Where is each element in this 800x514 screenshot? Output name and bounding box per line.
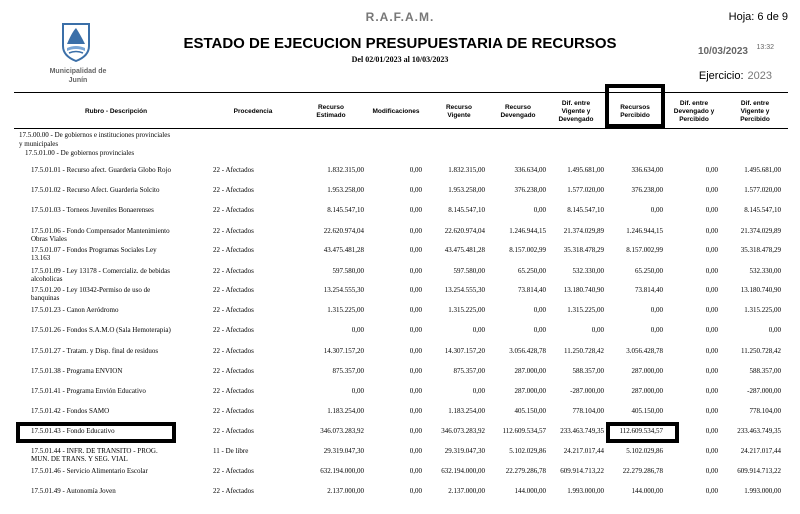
cell-dif-vig-dev: 35.318.478,29 bbox=[563, 246, 604, 254]
rubro-line: 17.5.01.09 - Ley 13178 - Comercializ. de bebidas bbox=[31, 267, 170, 275]
cell-dif-vig-per: 588.357,00 bbox=[749, 367, 781, 375]
rubro-line: 17.5.01.06 - Fondo Compensador Mantenimiento bbox=[31, 227, 170, 235]
cell-procedencia: 22 - Afectados bbox=[213, 286, 254, 294]
cell-devengado: 22.279.286,78 bbox=[505, 467, 546, 475]
cell-estimado: 13.254.555,30 bbox=[323, 286, 364, 294]
cell-dif-vig-per: 1.993.000,00 bbox=[744, 487, 781, 495]
cell-dif-vig-dev: 1.577.020,00 bbox=[567, 186, 604, 194]
cell-procedencia: 22 - Afectados bbox=[213, 387, 254, 395]
table-row bbox=[0, 487, 800, 507]
cell-percibido: 0,00 bbox=[650, 206, 663, 214]
cell-percibido: 73.814,40 bbox=[635, 286, 663, 294]
cell-estimado: 29.319.047,30 bbox=[323, 447, 364, 455]
cell-procedencia: 22 - Afectados bbox=[213, 166, 254, 174]
report-time: 13:32 bbox=[756, 44, 774, 51]
cell-devengado: 405.150,00 bbox=[514, 407, 546, 415]
cell-rubro bbox=[31, 227, 211, 243]
cell-procedencia: 22 - Afectados bbox=[213, 367, 254, 375]
cell-dif-vig-dev: 11.250.728,42 bbox=[564, 347, 604, 355]
cell-modificaciones: 0,00 bbox=[409, 387, 422, 395]
cell-rubro bbox=[31, 186, 211, 194]
rubro-line: MUN. DE TRANS. Y SEG. VIAL bbox=[31, 455, 128, 463]
cell-percibido: 8.157.002,99 bbox=[626, 246, 663, 254]
cell-vigente: 346.073.283,92 bbox=[441, 427, 485, 435]
cell-procedencia: 22 - Afectados bbox=[213, 206, 254, 214]
cell-dif-dev-per: 0,00 bbox=[705, 407, 718, 415]
cell-devengado: 336.634,00 bbox=[514, 166, 546, 174]
cell-dif-vig-dev: 21.374.029,89 bbox=[563, 227, 604, 235]
group-heading: 17.5.00.00 - De gobiernos e instituciones provinciales bbox=[19, 131, 171, 139]
cell-dif-dev-per: 0,00 bbox=[705, 387, 718, 395]
cell-vigente: 597.580,00 bbox=[453, 267, 485, 275]
cell-modificaciones: 0,00 bbox=[409, 286, 422, 294]
cell-dif-vig-dev: 8.145.547,10 bbox=[567, 206, 604, 214]
rubro-line: 17.5.01.42 - Fondos SAMO bbox=[31, 407, 110, 415]
rubro-line: 17.5.01.44 - INFR. DE TRANSITO - PROG. bbox=[31, 447, 158, 455]
rubro-line: alcoholicas bbox=[31, 275, 63, 283]
cell-dif-vig-dev: 778.104,00 bbox=[572, 407, 604, 415]
subgroup-heading: 17.5.01.00 - De gobiernos provinciales bbox=[25, 149, 135, 157]
fiscal-year-value: 2023 bbox=[747, 70, 772, 82]
cell-dif-vig-per: 532.330,00 bbox=[749, 267, 781, 275]
cell-dif-dev-per: 0,00 bbox=[705, 447, 718, 455]
cell-percibido: 287.000,00 bbox=[631, 387, 663, 395]
col-header-vigente: Recurso Vigente bbox=[445, 104, 472, 119]
cell-dif-dev-per: 0,00 bbox=[705, 286, 718, 294]
table-row bbox=[0, 387, 800, 407]
cell-estimado: 0,00 bbox=[351, 326, 364, 334]
cell-dif-dev-per: 0,00 bbox=[705, 246, 718, 254]
rubro-line: banquinas bbox=[31, 294, 60, 302]
cell-vigente: 43.475.481,28 bbox=[444, 246, 485, 254]
cell-dif-vig-per: 13.180.740,90 bbox=[740, 286, 781, 294]
rubro-line: 17.5.01.27 - Tratam. y Disp. final de residuos bbox=[31, 347, 159, 355]
cell-modificaciones: 0,00 bbox=[409, 347, 422, 355]
cell-devengado: 112.609.534,57 bbox=[502, 427, 546, 435]
cell-dif-dev-per: 0,00 bbox=[705, 227, 718, 235]
table-row bbox=[0, 227, 800, 247]
fiscal-year-label: Ejercicio: bbox=[698, 70, 744, 82]
rubro-line: 17.5.01.46 - Servicio Alimentario Escolar bbox=[31, 467, 148, 475]
cell-percibido: 405.150,00 bbox=[631, 407, 663, 415]
cell-dif-vig-per: 1.495.681,00 bbox=[744, 166, 781, 174]
cell-dif-vig-dev: 0,00 bbox=[591, 326, 604, 334]
cell-estimado: 8.145.547,10 bbox=[327, 206, 364, 214]
cell-procedencia: 22 - Afectados bbox=[213, 186, 254, 194]
cell-vigente: 1.183.254,00 bbox=[448, 407, 485, 415]
rubro-line: 17.5.01.20 - Ley 10342-Permiso de uso de bbox=[31, 286, 151, 294]
cell-procedencia: 22 - Afectados bbox=[213, 347, 254, 355]
cell-modificaciones: 0,00 bbox=[409, 467, 422, 475]
cell-rubro bbox=[31, 407, 211, 415]
rubro-line: 17.5.01.01 - Recurso afect. Guarderia Globo Rojo bbox=[31, 166, 171, 174]
cell-percibido: 112.609.534,57 bbox=[619, 427, 663, 435]
municipality-name: Municipalidad de Junín bbox=[49, 68, 107, 84]
cell-rubro bbox=[31, 246, 211, 262]
table-row bbox=[0, 267, 800, 287]
cell-percibido: 65.250,00 bbox=[635, 267, 663, 275]
table-row bbox=[0, 186, 800, 206]
cell-procedencia: 22 - Afectados bbox=[213, 326, 254, 334]
cell-devengado: 0,00 bbox=[533, 326, 546, 334]
highlight-box-percibido-value bbox=[606, 422, 679, 443]
table-row bbox=[0, 306, 800, 326]
cell-rubro bbox=[31, 286, 211, 302]
cell-rubro bbox=[31, 467, 211, 475]
fiscal-year bbox=[699, 70, 772, 82]
cell-procedencia: 22 - Afectados bbox=[213, 467, 254, 475]
cell-dif-vig-per: 0,00 bbox=[768, 326, 781, 334]
cell-dif-vig-dev: 532.330,00 bbox=[572, 267, 604, 275]
cell-estimado: 632.194.000,00 bbox=[320, 467, 364, 475]
cell-dif-vig-dev: 1.315.225,00 bbox=[567, 306, 604, 314]
col-header-modificaciones: Modificaciones bbox=[372, 108, 420, 115]
table-row bbox=[0, 367, 800, 387]
cell-devengado: 287.000,00 bbox=[514, 367, 546, 375]
cell-devengado: 0,00 bbox=[533, 206, 546, 214]
cell-percibido: 336.634,00 bbox=[631, 166, 663, 174]
highlight-box-percibido-header bbox=[605, 84, 665, 128]
cell-estimado: 597.580,00 bbox=[332, 267, 364, 275]
cell-rubro bbox=[31, 387, 211, 395]
cell-procedencia: 22 - Afectados bbox=[213, 246, 254, 254]
rubro-line: 13.163 bbox=[31, 254, 51, 262]
cell-modificaciones: 0,00 bbox=[409, 447, 422, 455]
cell-vigente: 8.145.547,10 bbox=[448, 206, 485, 214]
cell-vigente: 29.319.047,30 bbox=[444, 447, 485, 455]
cell-estimado: 1.183.254,00 bbox=[327, 407, 364, 415]
cell-dif-vig-dev: -287.000,00 bbox=[570, 387, 604, 395]
table-row bbox=[0, 246, 800, 266]
cell-dif-dev-per: 0,00 bbox=[705, 467, 718, 475]
rubro-line: 17.5.01.38 - Programa ENVION bbox=[31, 367, 123, 375]
cell-dif-vig-dev: 24.217.017,44 bbox=[563, 447, 604, 455]
cell-rubro bbox=[31, 367, 211, 375]
col-header-devengado: Recurso Devengado bbox=[500, 104, 536, 119]
cell-dif-vig-per: -287.000,00 bbox=[747, 387, 781, 395]
cell-modificaciones: 0,00 bbox=[409, 246, 422, 254]
cell-modificaciones: 0,00 bbox=[409, 487, 422, 495]
cell-percibido: 1.246.944,15 bbox=[626, 227, 663, 235]
cell-rubro bbox=[31, 347, 211, 355]
cell-dif-vig-per: 778.104,00 bbox=[749, 407, 781, 415]
cell-rubro bbox=[31, 306, 211, 314]
cell-modificaciones: 0,00 bbox=[409, 427, 422, 435]
rubro-line: 17.5.01.43 - Fondo Educativo bbox=[31, 427, 115, 435]
cell-devengado: 3.056.428,78 bbox=[509, 347, 546, 355]
col-header-estimado: Recurso Estimado bbox=[316, 104, 346, 119]
cell-dif-vig-dev: 609.914.713,22 bbox=[560, 467, 604, 475]
cell-devengado: 144.000,00 bbox=[514, 487, 546, 495]
rubro-line: 17.5.01.03 - Torneos Juveniles Bonaerenses bbox=[31, 206, 154, 214]
cell-estimado: 2.137.000,00 bbox=[327, 487, 364, 495]
rubro-line: Obras Viales bbox=[31, 235, 67, 243]
cell-dif-vig-dev: 13.180.740,90 bbox=[563, 286, 604, 294]
cell-dif-dev-per: 0,00 bbox=[705, 166, 718, 174]
cell-estimado: 1.953.258,00 bbox=[327, 186, 364, 194]
cell-dif-dev-per: 0,00 bbox=[705, 367, 718, 375]
cell-modificaciones: 0,00 bbox=[409, 367, 422, 375]
cell-dif-dev-per: 0,00 bbox=[705, 326, 718, 334]
cell-devengado: 287.000,00 bbox=[514, 387, 546, 395]
header-top-rule bbox=[14, 92, 788, 93]
cell-estimado: 346.073.283,92 bbox=[320, 427, 364, 435]
cell-dif-vig-dev: 1.495.681,00 bbox=[567, 166, 604, 174]
cell-devengado: 65.250,00 bbox=[518, 267, 546, 275]
cell-procedencia: 22 - Afectados bbox=[213, 487, 254, 495]
cell-procedencia: 11 - De libre bbox=[213, 447, 249, 455]
col-header-procedencia: Procedencia bbox=[233, 108, 273, 115]
cell-dif-vig-dev: 588.357,00 bbox=[572, 367, 604, 375]
cell-dif-vig-per: 233.463.749,35 bbox=[737, 427, 781, 435]
cell-dif-dev-per: 0,00 bbox=[705, 347, 718, 355]
cell-rubro bbox=[31, 326, 211, 334]
page-indicator: Hoja: 6 de 9 bbox=[728, 11, 788, 23]
table-row bbox=[0, 326, 800, 346]
cell-procedencia: 22 - Afectados bbox=[213, 306, 254, 314]
cell-vigente: 0,00 bbox=[472, 387, 485, 395]
rubro-line: 17.5.01.41 - Programa Envión Educativo bbox=[31, 387, 146, 395]
cell-modificaciones: 0,00 bbox=[409, 407, 422, 415]
system-name: R.A.F.A.M. bbox=[365, 10, 435, 24]
cell-dif-dev-per: 0,00 bbox=[705, 267, 718, 275]
table-row bbox=[0, 347, 800, 367]
cell-vigente: 22.620.974,04 bbox=[444, 227, 485, 235]
cell-vigente: 875.357,00 bbox=[453, 367, 485, 375]
cell-percibido: 144.000,00 bbox=[631, 487, 663, 495]
cell-dif-vig-per: 1.315.225,00 bbox=[744, 306, 781, 314]
cell-modificaciones: 0,00 bbox=[409, 206, 422, 214]
cell-modificaciones: 0,00 bbox=[409, 306, 422, 314]
cell-percibido: 287.000,00 bbox=[631, 367, 663, 375]
cell-percibido: 0,00 bbox=[650, 326, 663, 334]
cell-vigente: 1.315.225,00 bbox=[448, 306, 485, 314]
cell-devengado: 5.102.029,86 bbox=[509, 447, 546, 455]
cell-rubro bbox=[31, 447, 211, 463]
rubro-line: 17.5.01.26 - Fondos S.A.M.O (Sala Hemoterapia) bbox=[31, 326, 171, 334]
cell-vigente: 14.307.157,20 bbox=[444, 347, 485, 355]
cell-estimado: 0,00 bbox=[351, 387, 364, 395]
cell-devengado: 0,00 bbox=[533, 306, 546, 314]
cell-devengado: 8.157.002,99 bbox=[509, 246, 546, 254]
table-row bbox=[0, 286, 800, 306]
col-header-rubro: Rubro - Descripción bbox=[84, 108, 148, 115]
cell-dif-vig-per: 609.914.713,22 bbox=[737, 467, 781, 475]
cell-modificaciones: 0,00 bbox=[409, 186, 422, 194]
table-row bbox=[0, 467, 800, 487]
cell-procedencia: 22 - Afectados bbox=[213, 267, 254, 275]
cell-dif-vig-per: 21.374.029,89 bbox=[740, 227, 781, 235]
cell-estimado: 1.315.225,00 bbox=[327, 306, 364, 314]
cell-rubro bbox=[31, 206, 211, 214]
cell-dif-vig-per: 8.145.547,10 bbox=[744, 206, 781, 214]
cell-estimado: 14.307.157,20 bbox=[323, 347, 364, 355]
cell-dif-dev-per: 0,00 bbox=[705, 186, 718, 194]
cell-devengado: 1.246.944,15 bbox=[509, 227, 546, 235]
cell-modificaciones: 0,00 bbox=[409, 227, 422, 235]
cell-estimado: 43.475.481,28 bbox=[323, 246, 364, 254]
rubro-line: 17.5.01.07 - Fondos Programas Sociales Ley bbox=[31, 246, 157, 254]
cell-percibido: 22.279.286,78 bbox=[622, 467, 663, 475]
cell-procedencia: 22 - Afectados bbox=[213, 407, 254, 415]
cell-devengado: 73.814,40 bbox=[518, 286, 546, 294]
cell-percibido: 5.102.029,86 bbox=[626, 447, 663, 455]
cell-dif-vig-per: 35.318.478,29 bbox=[740, 246, 781, 254]
cell-dif-dev-per: 0,00 bbox=[705, 487, 718, 495]
cell-dif-vig-dev: 1.993.000,00 bbox=[567, 487, 604, 495]
rubro-line: 17.5.01.49 - Autonomía Joven bbox=[31, 487, 116, 495]
cell-modificaciones: 0,00 bbox=[409, 166, 422, 174]
highlight-box-fondo-educativo bbox=[16, 422, 176, 443]
cell-vigente: 2.137.000,00 bbox=[448, 487, 485, 495]
cell-rubro bbox=[31, 166, 211, 174]
cell-dif-vig-per: 24.217.017,44 bbox=[740, 447, 781, 455]
cell-vigente: 0,00 bbox=[472, 326, 485, 334]
rubro-line: 17.5.01.23 - Canon Aeródromo bbox=[31, 306, 119, 314]
col-header-dif-vig-per: Dif. entre Vigente y Percibido bbox=[740, 100, 770, 123]
cell-estimado: 1.832.315,00 bbox=[327, 166, 364, 174]
report-date: 10/03/2023 bbox=[697, 46, 748, 57]
cell-devengado: 376.238,00 bbox=[514, 186, 546, 194]
cell-modificaciones: 0,00 bbox=[409, 326, 422, 334]
table-row bbox=[0, 206, 800, 226]
cell-vigente: 632.194.000,00 bbox=[441, 467, 485, 475]
table-row bbox=[0, 166, 800, 186]
cell-percibido: 0,00 bbox=[650, 306, 663, 314]
cell-procedencia: 22 - Afectados bbox=[213, 427, 254, 435]
cell-procedencia: 22 - Afectados bbox=[213, 227, 254, 235]
group-heading-cont: y municipales bbox=[19, 140, 59, 148]
col-header-percibido: Recursos Percibido bbox=[620, 104, 650, 119]
rubro-line: 17.5.01.02 - Recurso Afect. Guarderia Solcito bbox=[31, 186, 160, 194]
col-header-dif-vig-dev: Dif. entre Vigente y Devengado bbox=[558, 100, 594, 123]
cell-percibido: 376.238,00 bbox=[631, 186, 663, 194]
cell-rubro bbox=[31, 487, 211, 495]
cell-vigente: 13.254.555,30 bbox=[444, 286, 485, 294]
col-header-dif-dev-per: Dif. entre Devengado y Percibido bbox=[673, 100, 715, 123]
cell-estimado: 875.357,00 bbox=[332, 367, 364, 375]
cell-dif-vig-dev: 233.463.749,35 bbox=[560, 427, 604, 435]
cell-dif-dev-per: 0,00 bbox=[705, 306, 718, 314]
report-title: ESTADO DE EJECUCION PRESUPUESTARIA DE RECURSOS bbox=[183, 35, 617, 52]
cell-vigente: 1.953.258,00 bbox=[448, 186, 485, 194]
cell-vigente: 1.832.315,00 bbox=[448, 166, 485, 174]
report-period: Del 02/01/2023 al 10/03/2023 bbox=[351, 55, 449, 64]
cell-modificaciones: 0,00 bbox=[409, 267, 422, 275]
cell-dif-dev-per: 0,00 bbox=[705, 206, 718, 214]
cell-dif-vig-per: 11.250.728,42 bbox=[741, 347, 781, 355]
cell-percibido: 3.056.428,78 bbox=[626, 347, 663, 355]
cell-estimado: 22.620.974,04 bbox=[323, 227, 364, 235]
cell-rubro bbox=[31, 267, 211, 283]
cell-dif-dev-per: 0,00 bbox=[705, 427, 718, 435]
cell-dif-vig-per: 1.577.020,00 bbox=[744, 186, 781, 194]
table-row bbox=[0, 447, 800, 467]
